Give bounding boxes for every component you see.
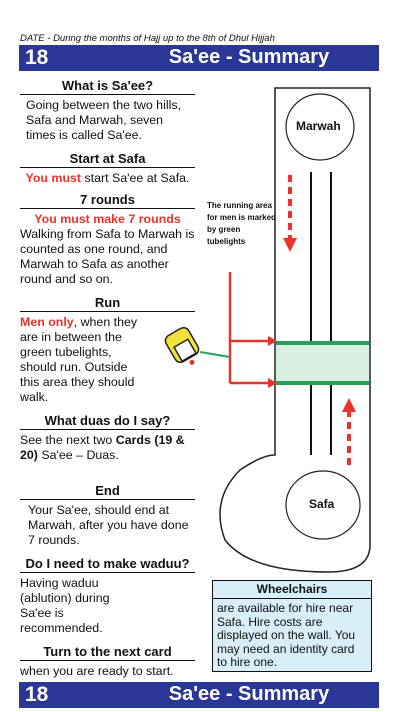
- wheelchairs-heading: Wheelchairs: [213, 581, 371, 599]
- heading-end: End: [20, 483, 195, 500]
- footer-bar: [19, 682, 379, 708]
- card-title: Sa'ee - Summary: [168, 46, 330, 68]
- text-end: Your Sa'ee, should end at Marwah, after you have done 7 rounds.: [28, 503, 189, 547]
- heading-duas: What duas do I say?: [20, 413, 195, 430]
- wheelchairs-text: are available for hire near Safa. Hire costs are displayed on the wall. You may need an identity card to hire one.: [217, 601, 356, 669]
- must-rounds: You must make 7 rounds: [34, 212, 181, 226]
- arrow-head-up-icon: [342, 398, 356, 412]
- wheelchairs-box: [212, 580, 372, 672]
- heading-rounds: 7 rounds: [20, 192, 195, 209]
- text-turn: when you are ready to start.: [20, 664, 174, 678]
- start-rest: start Sa'ee at Safa.: [84, 171, 190, 185]
- marwah-label: Marwah: [296, 119, 341, 133]
- callout-line: [230, 272, 270, 341]
- arrow-head-down-icon: [283, 238, 297, 252]
- heading-turn: Turn to the next card: [20, 644, 195, 661]
- text-what: Going between the two hills, Safa and Marwah, seven times is called Sa'ee.: [26, 98, 181, 142]
- footer-card-number: 18: [25, 683, 49, 706]
- date-line: DATE - During the months of Hajj up to the 8th of Dhul Hijjah: [20, 33, 275, 44]
- men-only: Men only: [20, 315, 74, 329]
- footer-card-title: Sa'ee - Summary: [168, 683, 330, 705]
- run-desc: , when they are in between the green tubelights, should run. Outside this area they should walk.: [20, 315, 138, 404]
- green-zone: [276, 343, 369, 383]
- running-area-note: The running area for men is marked by green tubelights: [207, 201, 276, 246]
- light-connector: [200, 352, 230, 357]
- text-waduu: Having waduu (ablution) during Sa'ee is recommended.: [20, 576, 110, 635]
- heading-run: Run: [20, 295, 195, 312]
- heading-what: What is Sa'ee?: [20, 78, 195, 95]
- duas-post: Sa'ee – Duas.: [41, 448, 119, 462]
- rounds-desc: Walking from Safa to Marwah is counted as one round, and Marwah to Safa as another round and so on.: [20, 227, 195, 286]
- duas-pre: See the next two: [20, 433, 113, 447]
- must-start: You must: [25, 171, 82, 185]
- safa-label: Safa: [309, 497, 335, 511]
- tubelight-icon: [163, 326, 204, 371]
- heading-start: Start at Safa: [20, 151, 195, 168]
- heading-waduu: Do I need to make waduu?: [20, 556, 195, 573]
- duas-cards: Cards (19 & 20): [20, 433, 185, 462]
- card-number: 18: [25, 46, 49, 69]
